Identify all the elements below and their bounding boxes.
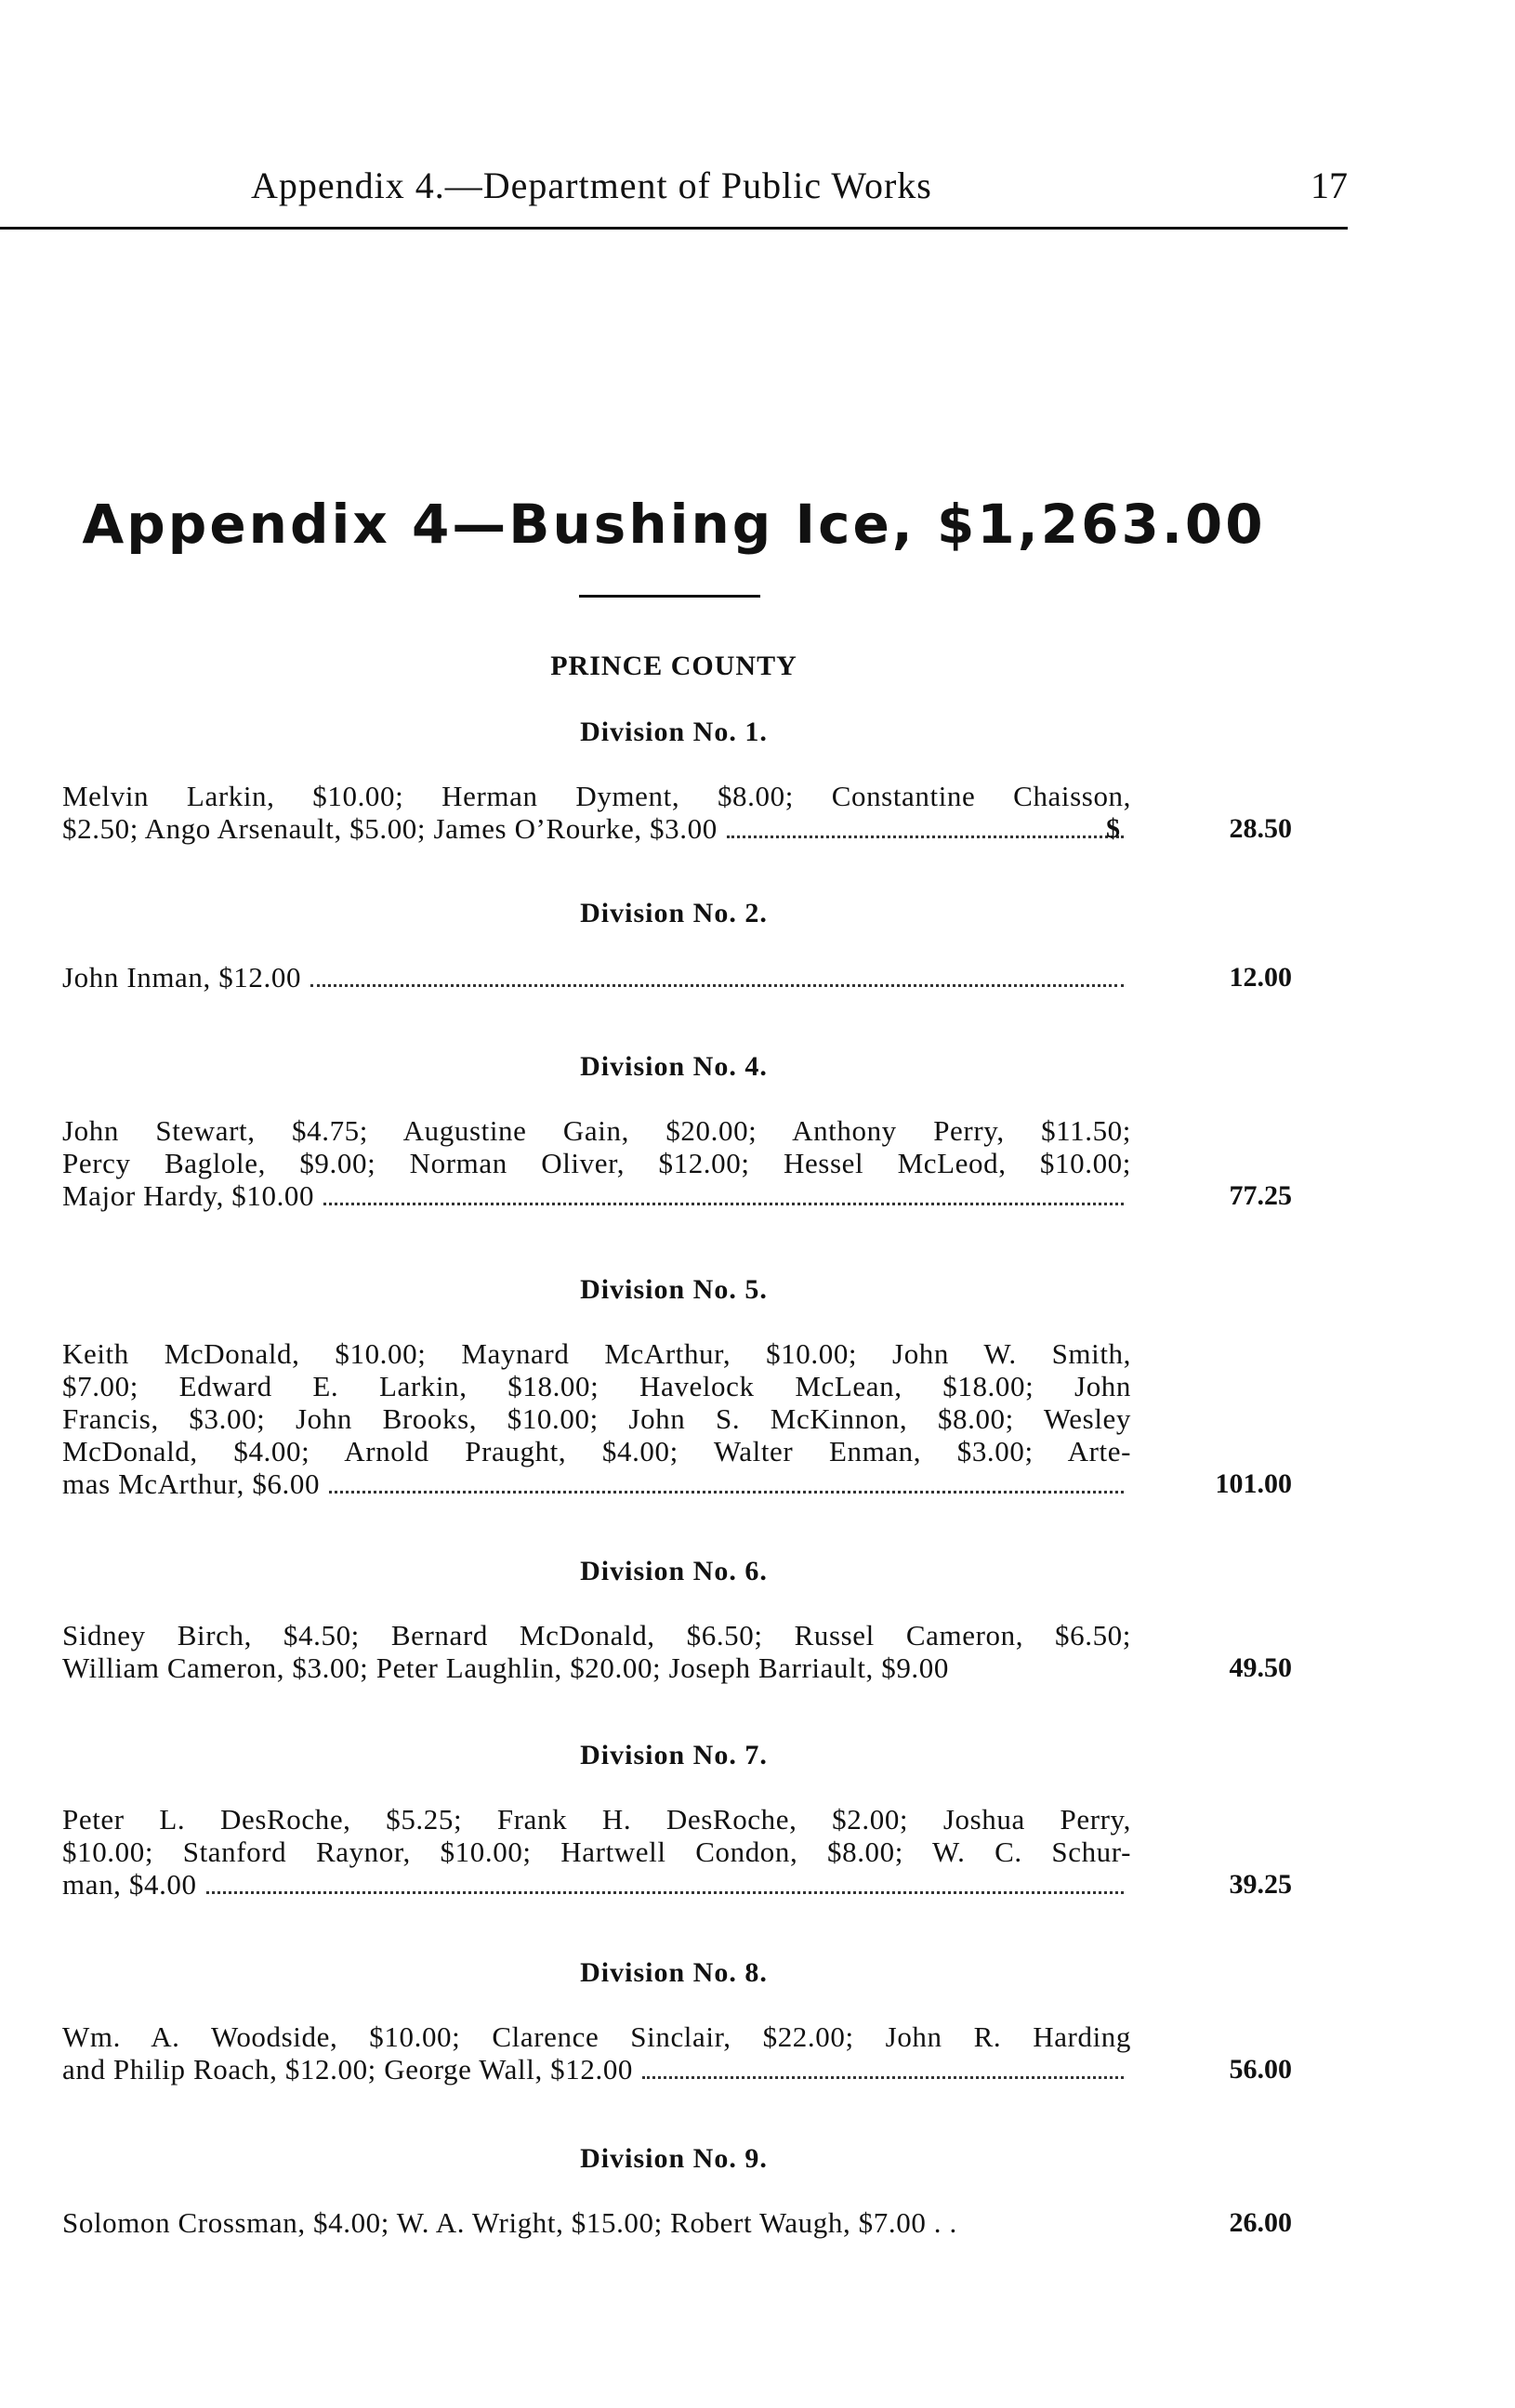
division-entry <box>0 1803 1348 1901</box>
division-entry <box>0 1114 1348 1212</box>
title-rule <box>579 595 760 598</box>
entry-line: $7.00; Edward E. Larkin, $18.00; Havelock McLean, $18.00; John <box>62 1370 1131 1402</box>
entry-text <box>62 1619 1131 1684</box>
division-entry <box>0 2206 1348 2239</box>
entry-last-line <box>62 2053 1131 2086</box>
entry-text <box>62 1803 1131 1901</box>
entry-line: mas McArthur, $6.00 <box>62 1467 321 1500</box>
division-entry <box>0 961 1348 993</box>
header-rule <box>0 227 1348 230</box>
amount-column <box>1106 1651 1292 1684</box>
amount-column <box>1106 1868 1292 1901</box>
division-amount: 56.00 <box>1229 2054 1292 2085</box>
division-amount: 39.25 <box>1229 1869 1292 1900</box>
entry-line: Francis, $3.00; John Brooks, $10.00; John S. McKinnon, $8.00; Wesley <box>62 1402 1131 1435</box>
division-heading: Division No. 9. <box>580 2143 768 2174</box>
amount-column <box>1106 1179 1292 1212</box>
division-block <box>0 711 1348 845</box>
division-heading: Division No. 7. <box>580 1740 768 1770</box>
amount-column <box>1106 2206 1292 2239</box>
entry-line: William Cameron, $3.00; Peter Laughlin, $20.00; Joseph Barriault, $9.00 <box>62 1651 949 1684</box>
entry-last-line <box>62 961 1131 993</box>
division-heading: Division No. 8. <box>580 1957 768 1988</box>
division-block <box>0 1550 1348 1684</box>
division-amount: 12.00 <box>1229 962 1292 993</box>
division-entry <box>0 1619 1348 1684</box>
division-amount: 101.00 <box>1215 1468 1292 1499</box>
entry-last-line <box>62 1651 1131 1684</box>
entry-line: McDonald, $4.00; Arnold Praught, $4.00; Walter Enman, $3.00; Arte- <box>62 1435 1131 1467</box>
dot-leader <box>310 984 1124 987</box>
division-heading: Division No. 4. <box>580 1051 768 1082</box>
division-block <box>0 1046 1348 1212</box>
entry-line: Peter L. DesRoche, $5.25; Frank H. DesRoche, $2.00; Joshua Perry, <box>62 1803 1131 1836</box>
entry-last-line <box>62 1179 1131 1212</box>
division-amount: 49.50 <box>1229 1652 1292 1683</box>
running-header <box>0 164 1348 219</box>
division-block <box>0 2138 1348 2239</box>
amount-column <box>1106 2053 1292 2086</box>
entry-text <box>62 2020 1131 2086</box>
entry-text <box>62 1337 1131 1500</box>
amount-column <box>1106 812 1292 845</box>
entry-last-line <box>62 1868 1131 1901</box>
entry-line: $10.00; Stanford Raynor, $10.00; Hartwell Condon, $8.00; W. C. Schur- <box>62 1836 1131 1868</box>
dot-leader <box>323 1203 1124 1205</box>
entry-line: Major Hardy, $10.00 <box>62 1179 315 1212</box>
entry-last-line <box>62 1467 1131 1500</box>
entry-line: Sidney Birch, $4.50; Bernard McDonald, $6.50; Russel Cameron, $6.50; <box>62 1619 1131 1651</box>
division-block <box>0 892 1348 993</box>
appendix-title: Appendix 4—Bushing Ice, $1,263.00 <box>82 493 1266 556</box>
currency-sign: $ <box>1106 813 1120 844</box>
dot-leader <box>727 836 1124 838</box>
division-heading: Division No. 5. <box>580 1274 768 1305</box>
entry-line: Wm. A. Woodside, $10.00; Clarence Sinclair, $22.00; John R. Harding <box>62 2020 1131 2053</box>
dot-leader <box>642 2076 1124 2079</box>
division-heading: Division No. 1. <box>580 717 768 747</box>
entry-last-line <box>62 812 1131 845</box>
division-amount: 28.50 <box>1229 813 1292 844</box>
entry-text <box>62 780 1131 845</box>
division-amount: 77.25 <box>1229 1180 1292 1211</box>
running-title: Appendix 4.—Department of Public Works <box>251 164 932 206</box>
entry-line: $2.50; Ango Arsenault, $5.00; James O’Rourke, $3.00 <box>62 812 718 845</box>
entry-text <box>62 1114 1131 1212</box>
division-entry <box>0 2020 1348 2086</box>
entry-line: Percy Baglole, $9.00; Norman Oliver, $12.00; Hessel McLeod, $10.00; <box>62 1147 1131 1179</box>
entry-line: John Stewart, $4.75; Augustine Gain, $20.00; Anthony Perry, $11.50; <box>62 1114 1131 1147</box>
entry-text <box>62 2206 1131 2239</box>
dot-leader <box>329 1491 1124 1493</box>
amount-column <box>1106 1467 1292 1500</box>
page-number: 17 <box>1311 164 1348 206</box>
amount-column <box>1106 961 1292 993</box>
division-entry <box>0 780 1348 845</box>
entry-last-line <box>62 2206 1131 2239</box>
division-amount: 26.00 <box>1229 2207 1292 2238</box>
division-block <box>0 1269 1348 1500</box>
division-heading: Division No. 6. <box>580 1556 768 1586</box>
division-entry <box>0 1337 1348 1500</box>
division-heading: Division No. 2. <box>580 898 768 928</box>
dot-leader <box>206 1891 1124 1894</box>
county-heading: PRINCE COUNTY <box>550 651 797 681</box>
entry-text <box>62 961 1131 993</box>
entry-line: and Philip Roach, $12.00; George Wall, $12.00 <box>62 2053 634 2086</box>
entry-line: Keith McDonald, $10.00; Maynard McArthur, $10.00; John W. Smith, <box>62 1337 1131 1370</box>
entry-line: Melvin Larkin, $10.00; Herman Dyment, $8.00; Constantine Chaisson, <box>62 780 1131 812</box>
division-block <box>0 1734 1348 1901</box>
division-block <box>0 1952 1348 2086</box>
entry-line: Solomon Crossman, $4.00; W. A. Wright, $15.00; Robert Waugh, $7.00 . . <box>62 2206 957 2239</box>
entry-line: man, $4.00 <box>62 1868 197 1901</box>
entry-line: John Inman, $12.00 <box>62 961 302 993</box>
